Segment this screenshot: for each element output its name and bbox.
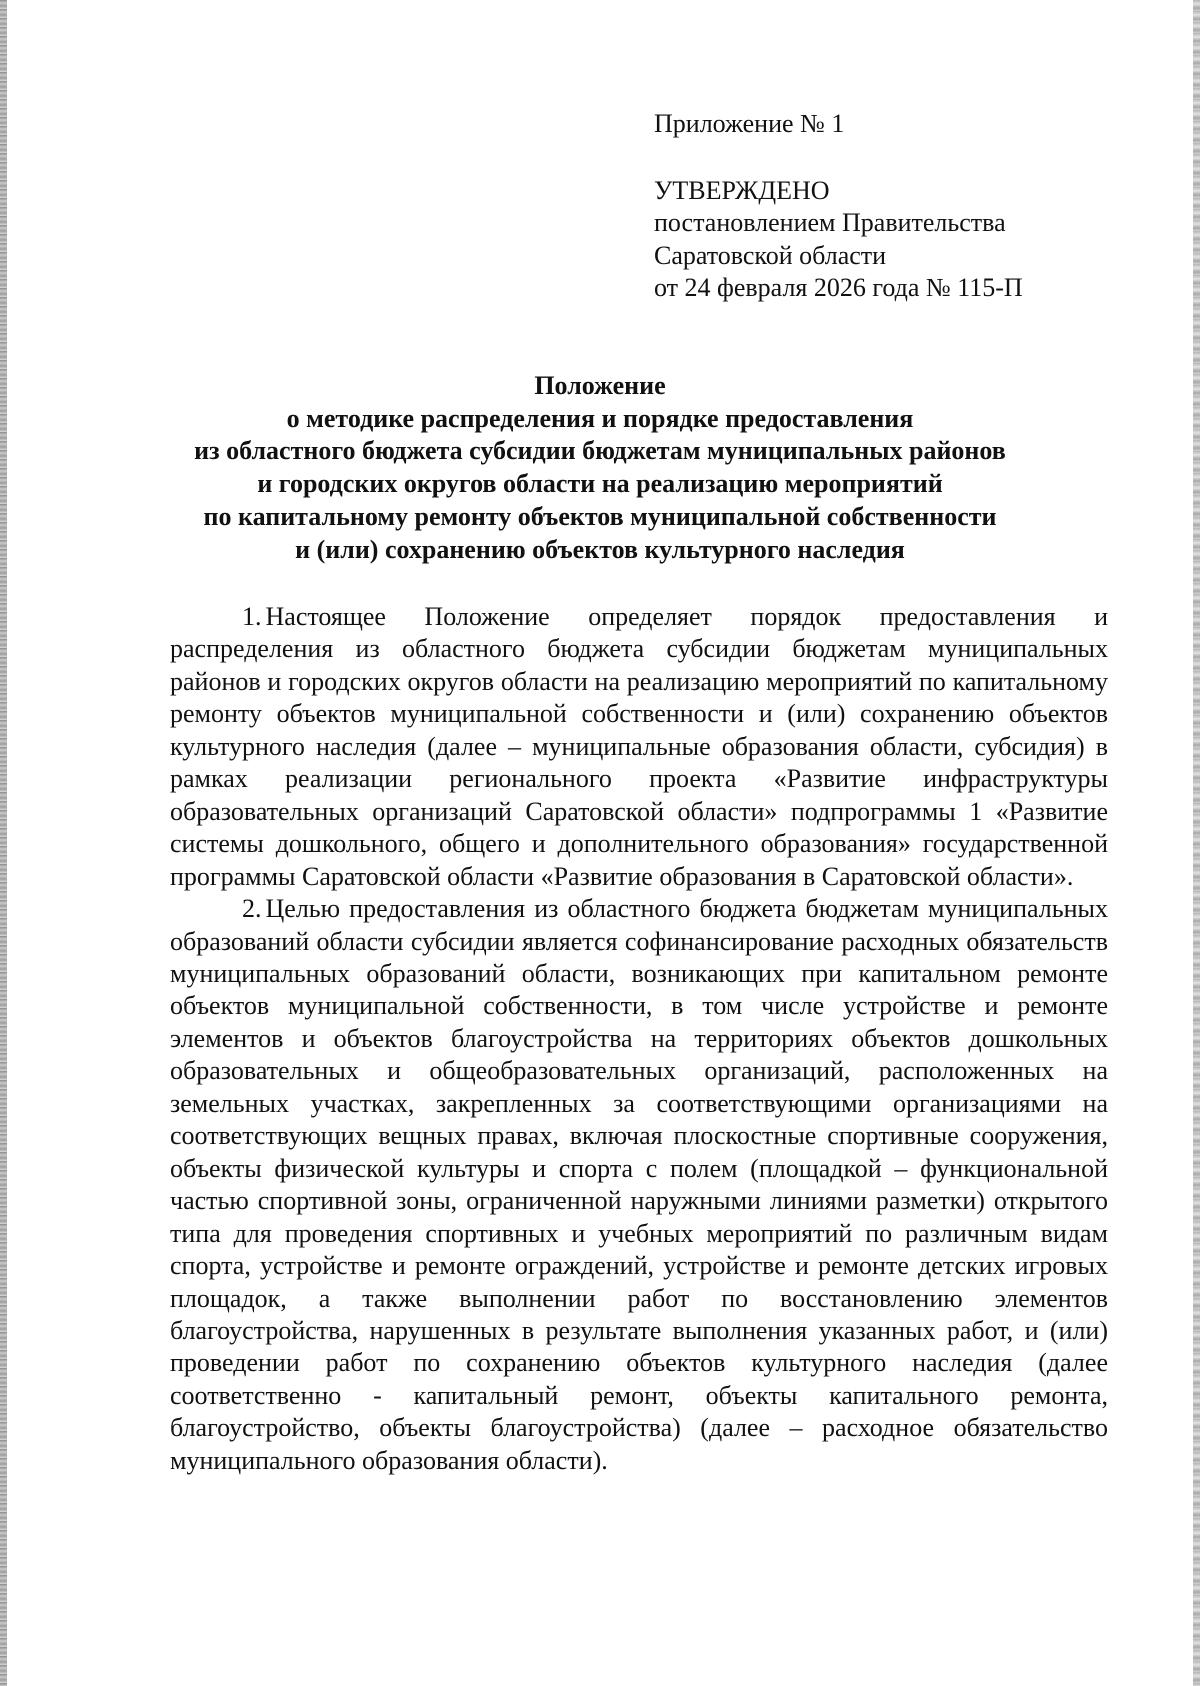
- approved-stamp: УТВЕРЖДЕНО: [654, 175, 830, 205]
- title-line: и (или) сохранению объектов культурного наследия: [295, 534, 905, 564]
- title-line: Положение: [534, 371, 666, 400]
- document-title: [130, 370, 1070, 566]
- scan-edge-left: [0, 0, 7, 1686]
- paragraph-text: Настоящее Положение определяет порядок предоставления и распределения из областного бюджета субсидии бюджетам муниципальных районов и городских округов области на реализацию мероприятий по капитальному ремонту объектов муниципальной собственности и (или) сохранению объектов культурного наследия (далее – муниципальные образования области, субсидия) в рамках реализации регионального проекта «Развитие инфраструктуры образовательных организаций Саратовской области» подпрограммы 1 «Развитие системы дошкольного, общего и дополнительного образования» государственной программы Саратовской области «Развитие образования в Саратовской области».: [170, 602, 1108, 891]
- title-line: из областного бюджета субсидии бюджетам муниципальных районов: [194, 436, 1006, 466]
- title-line: по капитальному ремонту объектов муниципальной собственности: [203, 501, 997, 531]
- paragraph-number: 2.: [242, 894, 262, 924]
- paragraph-number: 1.: [242, 602, 262, 631]
- approval-line-3: от 24 февраля 2026 года № 115-П: [654, 273, 1023, 302]
- document-body: [170, 601, 1108, 1477]
- paragraph-1: [170, 601, 1108, 893]
- appendix-number: Приложение № 1: [654, 109, 845, 138]
- spacer: [654, 141, 1023, 175]
- title-line: о методике распределения и порядке предоставления: [286, 403, 914, 433]
- paragraph-text: Целью предоставления из областного бюджета бюджетам муниципальных образований области субсидии является софинансирование расходных обязательств муниципальных образований области, возникающих при капитальном ремонте объектов муниципальной собственности, в том числе устройстве и ремонте элементов и объектов благоустройства на территориях объектов дошкольных образовательных и общеобразовательных организаций, расположенных на земельных участках, закрепленных за соответствующими организациями на соответствующих вещных правах, включая плоскостные спортивные сооружения, объекты физической культуры и спорта с полем (площадкой – функциональной частью спортивной зоны, ограниченной наружными линиями разметки) открытого типа для проведения спортивных и учебных мероприятий по различным видам спорта, устройстве и ремонте ограждений, устройстве и ремонте детских игровых площадок, а также выполнении работ по восстановлению элементов благоустройства, нарушенных в результате выполнения указанных работ, и (или) проведении работ по сохранению объектов культурного наследия (далее соответственно - капитальный ремонт, объекты капитального ремонта, благоустройство, объекты благоустройства) (далее – расходное обязательство муниципального образования области).: [170, 894, 1108, 1475]
- approval-line-1: постановлением Правительства: [654, 208, 1006, 237]
- scan-edge-right: [1193, 0, 1200, 1686]
- paragraph-2: [170, 893, 1108, 1477]
- approval-block: [654, 108, 1023, 305]
- title-line: и городских округов области на реализацию мероприятий: [257, 469, 943, 499]
- approval-line-2: Саратовской области: [654, 240, 887, 270]
